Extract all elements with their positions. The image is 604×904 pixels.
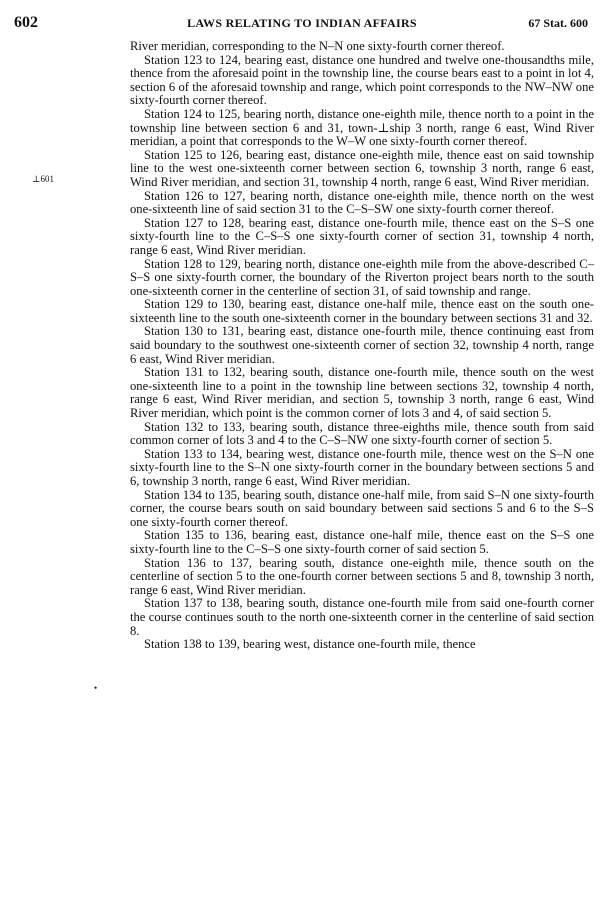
margin-mark: • xyxy=(94,683,98,693)
running-title: LAWS RELATING TO INDIAN AFFAIRS xyxy=(187,16,417,30)
paragraph: Station 129 to 130, bearing east, distance one-half mile, thence east on the south one-sixteenth line to the south one-sixteenth corner in the boundary between sections 31 and 32. xyxy=(130,297,594,325)
page-header xyxy=(0,14,604,34)
paragraph: Station 126 to 127, bearing north, distance one-eighth mile, thence north on the west one-sixteenth line of said section 31 to the C–S–SW one sixty-fourth corner thereof. xyxy=(130,188,594,217)
paragraph: Station 136 to 137, bearing south, distance one-eighth mile, thence south on the centerline of section 5 to the one-fourth corner between sections 5 and 8, township 3 north, range 6 east, Wind River meridian. xyxy=(130,555,594,597)
paragraph: Station 123 to 124, bearing east, distance one hundred and twelve one-thousandths mile, thence from the aforesaid point in the township line, the course bears east to a point in lot 4, section 6 of the aforesaid township and range, which point corresponds to the NW–NW one sixty-fourth corner thereof. xyxy=(130,52,594,108)
body-text xyxy=(130,40,594,652)
paragraph: Station 133 to 134, bearing west, distance one-fourth mile, thence west on the S–N one sixty-fourth line to the S–N one sixty-fourth corner in the boundary between sections 5 and 6, township 3 north, range 6 east, Wind River meridian. xyxy=(130,446,594,488)
margin-page-note: ⊥601 xyxy=(32,174,54,184)
paragraph: Station 131 to 132, bearing south, distance one-fourth mile, thence south on the west one-sixteenth line to a point in the township line between sections 32, township 4 north, range 6 east, Wind River meridian, and section 5, township 3 north, range 6 east, Wind River meridian, which point is the common corner of lots 3 and 4, of said section 5. xyxy=(130,365,594,421)
paragraph: River meridian, corresponding to the N–N one sixty-fourth corner thereof. xyxy=(130,39,505,53)
paragraph: Station 132 to 133, bearing south, distance three-eighths mile, thence south from said common corner of lots 3 and 4 to the C–S–NW one sixty-fourth corner of section 5. xyxy=(130,419,594,448)
paragraph: Station 135 to 136, bearing east, distance one-half mile, thence east on the S–S one sixty-fourth line to the C–S–S one sixty-fourth corner of said section 5. xyxy=(130,528,594,556)
paragraph: Station 138 to 139, bearing west, distance one-fourth mile, thence xyxy=(144,637,476,652)
paragraph: Station 137 to 138, bearing south, distance one-fourth mile from said one-fourth corner the course continues south to the north one-sixteenth corner in the centerline of said section 8. xyxy=(130,596,594,638)
paragraph: Station 134 to 135, bearing south, distance one-half mile, from said S–N one sixty-fourth corner, the course bears south on said boundary between said sections 5 and 6 to the S–S one sixty-fourth corner thereof. xyxy=(130,487,594,529)
paragraph: Station 128 to 129, bearing north, distance one-eighth mile from the above-described C–S–S one sixty-fourth corner, the boundary of the Riverton project bears north to the south one-sixteenth corner in the centerline of section 31, of said township and range. xyxy=(130,256,594,298)
statute-reference: 67 Stat. 600 xyxy=(528,16,588,30)
page-number: 602 xyxy=(14,14,38,31)
paragraph: Station 130 to 131, bearing east, distance one-fourth mile, thence continuing east from said boundary to the southwest one-sixteenth corner of section 32, township 4 north, range 6 east, Wind River meridian. xyxy=(130,324,594,366)
paragraph: Station 124 to 125, bearing north, distance one-eighth mile, thence north to a point in the township line between section 6 and 31, town-⊥ship 3 north, range 6 east, Wind River meridian, a point that corresponds to the W–W one sixty-fourth corner thereof. xyxy=(130,106,594,149)
paragraph: Station 127 to 128, bearing east, distance one-fourth mile, thence east on the S–S one sixty-fourth line to the C–S–S one sixty-fourth corner of section 31, township 4 north, range 6 east, Wind River meridian. xyxy=(130,215,594,257)
paragraph: Station 125 to 126, bearing east, distance one-eighth mile, thence east on said township line to the west one-sixteenth corner between section 6, township 3 north, range 6 east, Wind River meridian, and section 31, township 4 north, range 6 east, Wind River meridian. xyxy=(130,147,594,189)
